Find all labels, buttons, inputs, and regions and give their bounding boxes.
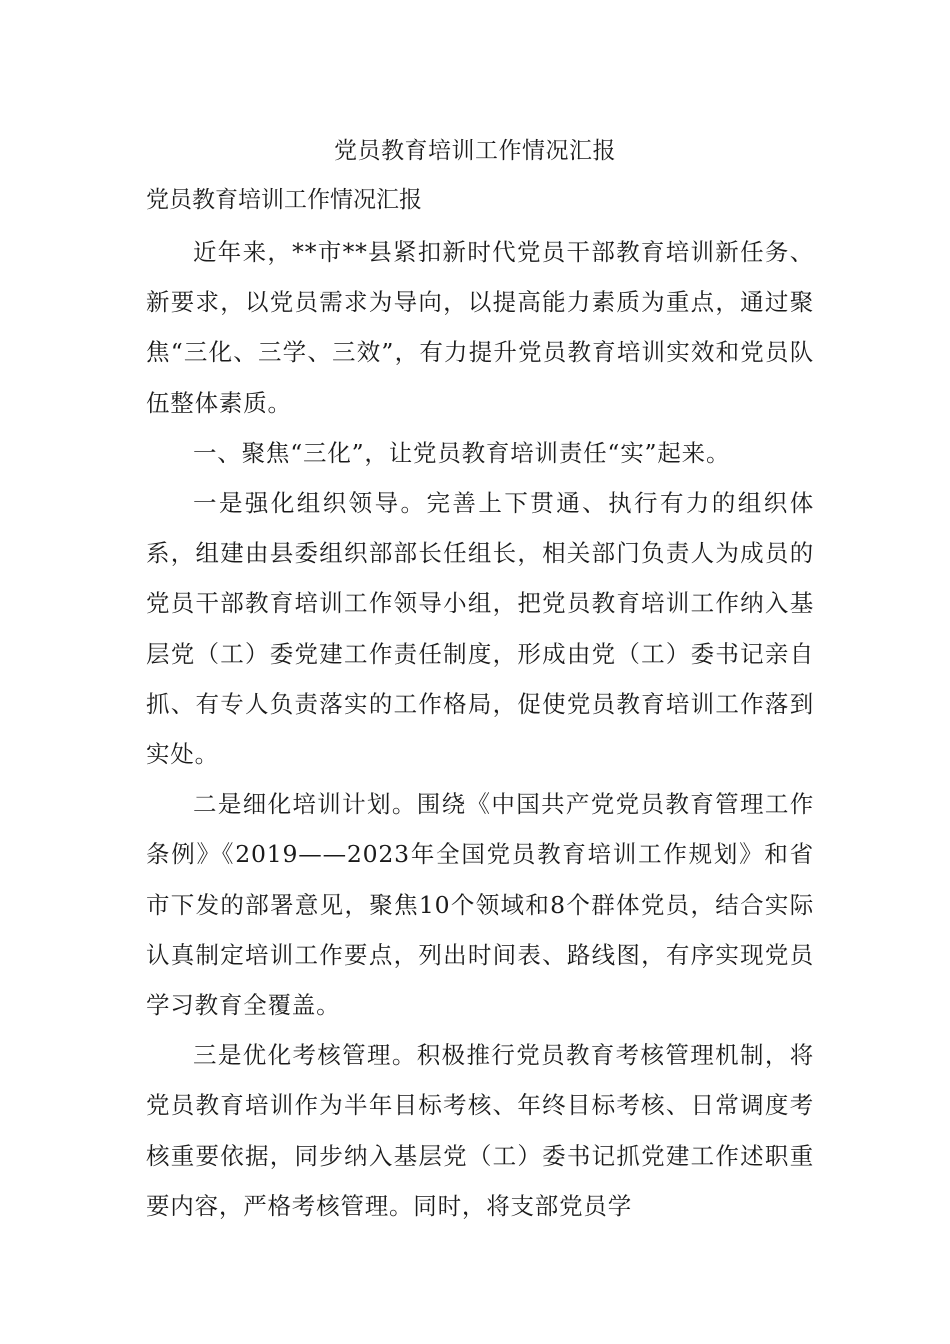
paragraph-assessment: 三是优化考核管理。积极推行党员教育考核管理机制，将党员教育培训作为半年目标考核、年终目标考核、日常调度考核重要依据，同步纳入基层党（工）委书记抓党建工作述职重要内容，严格考核管理。同时，将支部党员学 bbox=[146, 1041, 814, 1220]
section-heading-1: 一、聚焦“三化”，让党员教育培训责任“实”起来。 bbox=[193, 438, 731, 467]
document-title: 党员教育培训工作情况汇报 bbox=[334, 138, 616, 164]
document-body bbox=[146, 227, 814, 1231]
document-subtitle: 党员教育培训工作情况汇报 bbox=[146, 187, 422, 213]
paragraph-training-plan: 二是细化培训计划。围绕《中国共产党党员教育管理工作条例》《2019——2023年全国党员教育培训工作规划》和省市下发的部署意见，聚焦10个领域和8个群体党员，结合实际认真制定培训工作要点，列出时间表、路线图，有序实现党员学习教育全覆盖。 bbox=[146, 790, 814, 1020]
paragraph-intro: 近年来，**市**县紧扣新时代党员干部教育培训新任务、新要求，以党员需求为导向，以提高能力素质为重点，通过聚焦“三化、三学、三效”，有力提升党员教育培训实效和党员队伍整体素质。 bbox=[146, 238, 814, 417]
paragraph-organization: 一是强化组织领导。完善上下贯通、执行有力的组织体系，组建由县委组织部部长任组长，相关部门负责人为成员的党员干部教育培训工作领导小组，把党员教育培训工作纳入基层党（工）委党建工作责任制度，形成由党（工）委书记亲自抓、有专人负责落实的工作格局，促使党员教育培训工作落到实处。 bbox=[146, 489, 814, 769]
